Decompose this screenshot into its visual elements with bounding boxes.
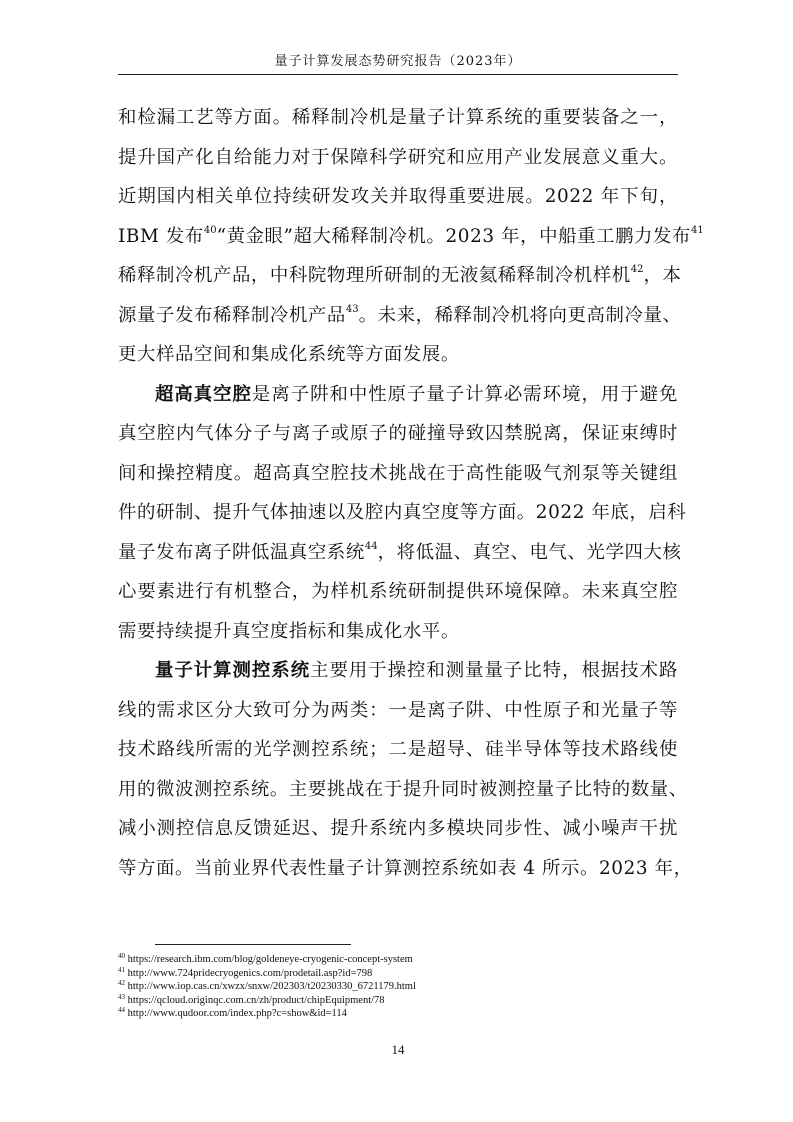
body-line	[118, 217, 704, 257]
footnote-number: 41	[118, 965, 125, 974]
page-number: 14	[391, 1042, 405, 1057]
body-line: 需要持续提升真空度指标和集成化水平。	[118, 620, 460, 642]
footnote-link[interactable]: http://www.iop.cas.cn/xwzx/snxw/202303/t20230330_6721179.html	[127, 981, 416, 992]
body-line: 用的微波测控系统。主要挑战在于提升同时被测控量子比特的数量、	[118, 778, 688, 800]
body-line: 真空腔内气体分子与离子或原子的碰撞导致囚禁脱离，保证束缚时	[118, 423, 678, 444]
body-line	[118, 651, 678, 691]
header-divider	[118, 74, 678, 75]
footnote-number: 40	[118, 952, 125, 960]
page-body	[118, 98, 704, 888]
bold-term: 超高真空腔	[155, 383, 252, 405]
body-line	[118, 256, 682, 296]
text-fragment: ，将低温、真空、电气、光学四大核	[377, 541, 682, 563]
text-fragment: 主要用于操控和测量量子比特，根据技术路	[310, 660, 678, 681]
footnote-ref-43[interactable]: 43	[345, 303, 359, 315]
footnote-link[interactable]: http://www.724pridecryogenics.com/prodetail.asp?id=798	[127, 967, 373, 979]
body-line	[118, 296, 682, 336]
footnote-divider	[155, 944, 351, 945]
body-line: 更大样品空间和集成化系统等方面发展。	[118, 344, 460, 365]
footnotes	[118, 953, 678, 1021]
footnote-link[interactable]: http://www.qudoor.com/index.php?c=show&id=114	[127, 1008, 347, 1019]
body-line	[118, 533, 682, 573]
text-fragment: 稀释制冷机产品，中科院物理所研制的无液氦稀释制冷机样机	[118, 265, 631, 286]
body-line: 技术路线所需的光学测控系统；二是超导、硅半导体等技术路线使	[118, 739, 678, 760]
body-line: 线的需求区分大致可分为两类：一是离子阱、中性原子和光量子等	[118, 699, 678, 721]
footnote-item	[118, 967, 678, 981]
footnote-item	[118, 994, 678, 1008]
text-fragment: 是离子阱和中性原子量子计算必需环境，用于避免	[251, 383, 678, 405]
footnote-number: 44	[118, 1006, 125, 1014]
text-fragment: 源量子发布稀释制冷机产品	[118, 304, 346, 326]
text-fragment: 量子发布离子阱低温真空系统	[118, 541, 365, 563]
body-line: 心要素进行有机整合，为样机系统研制提供环境保障。未来真空腔	[118, 581, 678, 602]
footnote-item	[118, 953, 678, 967]
body-line: 等方面。当前业界代表性量子计算测控系统如表 4 所示。2023 年，	[118, 857, 693, 879]
footnote-ref-44[interactable]: 44	[364, 540, 378, 552]
footnote-item	[118, 1007, 678, 1021]
body-line: 提升国产化自给能力对于保障科学研究和应用产业发展意义重大。	[118, 146, 678, 168]
text-fragment: ，本	[643, 265, 682, 286]
footnote-ref-41[interactable]: 41	[691, 224, 704, 236]
footnote-link[interactable]: https://qcloud.originqc.com.cn/zh/product/chipEquipment/78	[127, 994, 385, 1006]
body-line: 间和操控精度。超高真空腔技术挑战在于高性能吸气剂泵等关键组	[118, 462, 678, 484]
footnote-ref-42[interactable]: 42	[630, 264, 644, 275]
bold-term: 量子计算测控系统	[155, 660, 311, 681]
footnote-ref-40[interactable]: 40	[203, 224, 217, 236]
body-line: 近期国内相关单位持续研发攻关并取得重要进展。2022 年下旬，	[118, 186, 678, 207]
footnote-item	[118, 980, 678, 994]
footnote-link[interactable]: https://research.ibm.com/blog/goldeneye-cryogenic-concept-system	[127, 954, 413, 965]
body-line: 减小测控信息反馈延迟、提升系统内多模块同步性、减小噪声干扰	[118, 818, 678, 839]
body-line	[118, 375, 678, 415]
text-fragment: IBM 发布	[118, 225, 204, 247]
footnote-number: 42	[118, 979, 125, 987]
footnote-number: 43	[118, 992, 125, 1001]
text-fragment: “黄金眼”超大稀释制冷机。2023 年，中船重工鹏力发布	[216, 225, 692, 247]
running-header: 量子计算发展态势研究报告（2023年）	[274, 54, 522, 69]
body-line: 和检漏工艺等方面。稀释制冷机是量子计算系统的重要装备之一，	[118, 107, 678, 128]
text-fragment: 。未来，稀释制冷机将向更高制冷量、	[358, 304, 682, 326]
body-line: 件的研制、提升气体抽速以及腔内真空度等方面。2022 年底，启科	[118, 502, 687, 523]
